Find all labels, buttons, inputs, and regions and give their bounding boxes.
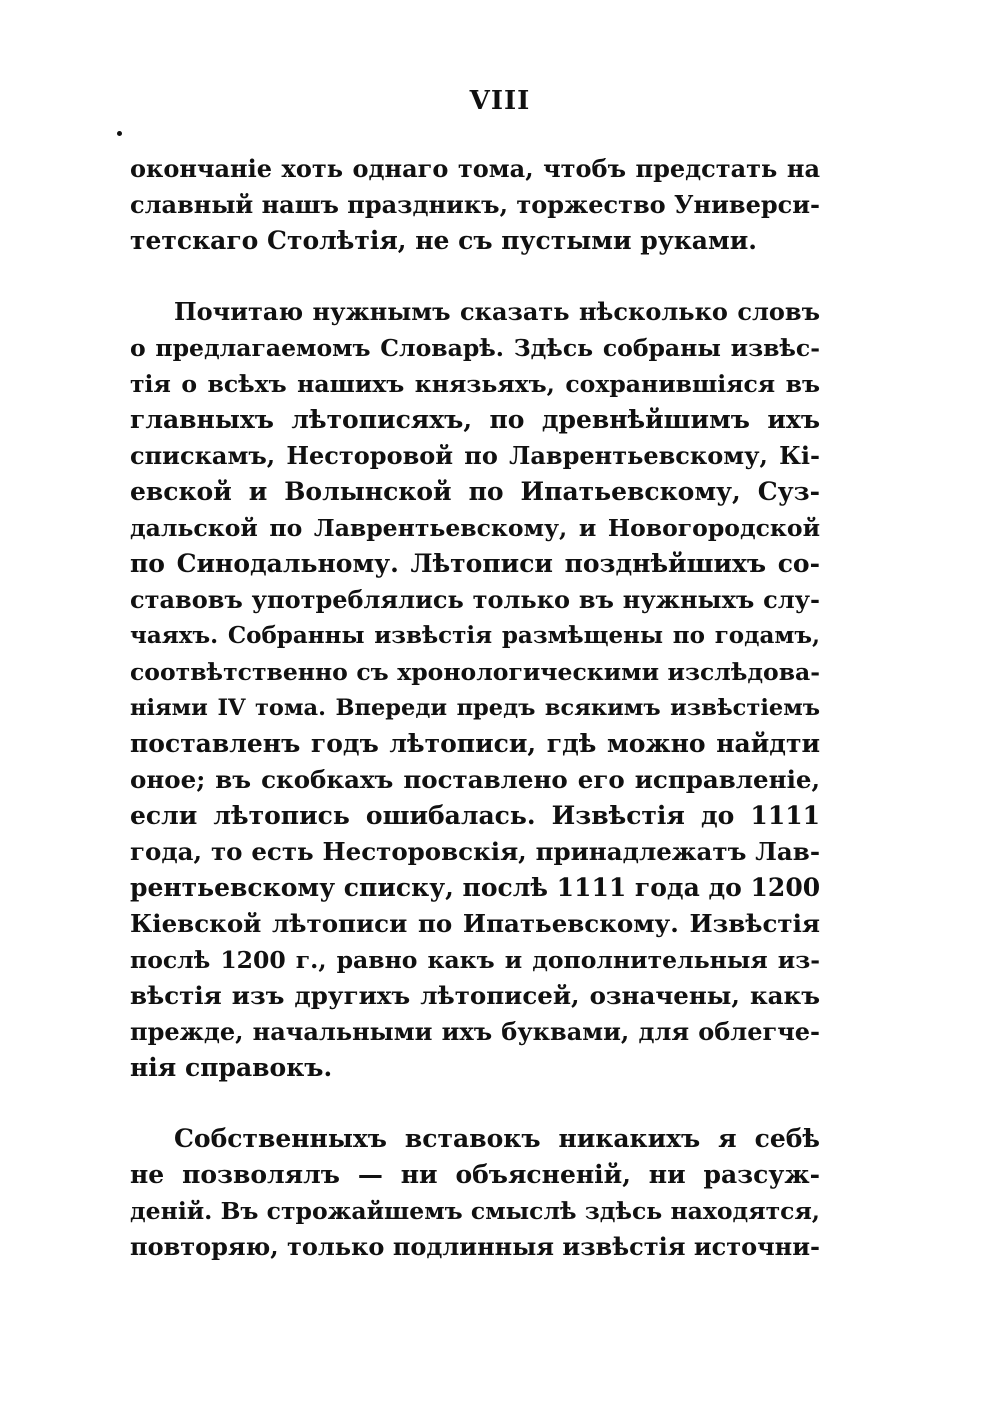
page-number: VIII xyxy=(469,86,531,116)
text-line: оное; въ скобкахъ поставлено его исправленіе, xyxy=(130,765,820,794)
text-line: ніями IV тома. Впереди предъ всякимъ извѣстіемъ xyxy=(130,695,820,721)
ink-speck xyxy=(117,131,122,136)
text-line: тія о всѣхъ нашихъ князьяхъ, сохранившіяся въ xyxy=(130,370,820,398)
text-line: прежде, начальными ихъ буквами, для облегче- xyxy=(130,1017,820,1046)
text-line: чаяхъ. Собранны извѣстія размѣщены по годамъ, xyxy=(130,622,820,649)
text-line: спискамъ, Несторовой по Лаврентьевскому, Кі- xyxy=(130,441,820,470)
text-line: главныхъ лѣтописяхъ, по древнѣйшимъ ихъ xyxy=(130,405,820,434)
text-line: дальской по Лаврентьевскому, и Новогородской xyxy=(130,514,820,542)
text-line: ставовъ употреблялись только въ нужныхъ слу- xyxy=(130,585,820,614)
text-line: славный нашъ праздникъ, торжество Универси- xyxy=(130,190,820,219)
text-line: послѣ 1200 г., равно какъ и дополнительныя из- xyxy=(130,946,820,974)
text-line: деній. Въ строжайшемъ смыслѣ здѣсь находятся, xyxy=(130,1197,820,1225)
text-line: если лѣтопись ошибалась. Извѣстія до 1111 xyxy=(130,801,820,830)
text-line: Кіевской лѣтописи по Ипатьевскому. Извѣстія xyxy=(130,909,820,938)
text-line: о предлагаемомъ Словарѣ. Здѣсь собраны извѣс- xyxy=(130,334,820,362)
text-line: нія справокъ. xyxy=(130,1053,333,1082)
text-line: Почитаю нужнымъ сказать нѣсколько словъ xyxy=(174,297,820,326)
text-line: по Синодальному. Лѣтописи позднѣйшихъ со- xyxy=(130,549,820,578)
text-line: Собственныхъ вставокъ никакихъ я себѣ xyxy=(174,1124,820,1153)
text-line: соотвѣтственно съ хронологическими изслѣдова- xyxy=(130,658,820,686)
text-line: окончаніе хоть однаго тома, чтобъ предстать на xyxy=(130,154,820,183)
text-line: года, то есть Несторовскія, принадлежатъ Лав- xyxy=(130,837,820,866)
text-line: вѣстія изъ другихъ лѣтописей, означены, какъ xyxy=(130,981,820,1010)
text-line: рентьевскому списку, послѣ 1111 года до 1200 xyxy=(130,873,821,902)
text-line: повторяю, только подлинныя извѣстія источни- xyxy=(130,1232,820,1261)
text-line: тетскаго Столѣтія, не съ пустыми руками. xyxy=(130,226,757,255)
text-line: евской и Волынской по Ипатьевскому, Суз- xyxy=(130,477,820,506)
text-line: поставленъ годъ лѣтописи, гдѣ можно найдти xyxy=(130,729,820,758)
text-line: не позволялъ — ни объясненій, ни разсуж- xyxy=(130,1160,820,1189)
